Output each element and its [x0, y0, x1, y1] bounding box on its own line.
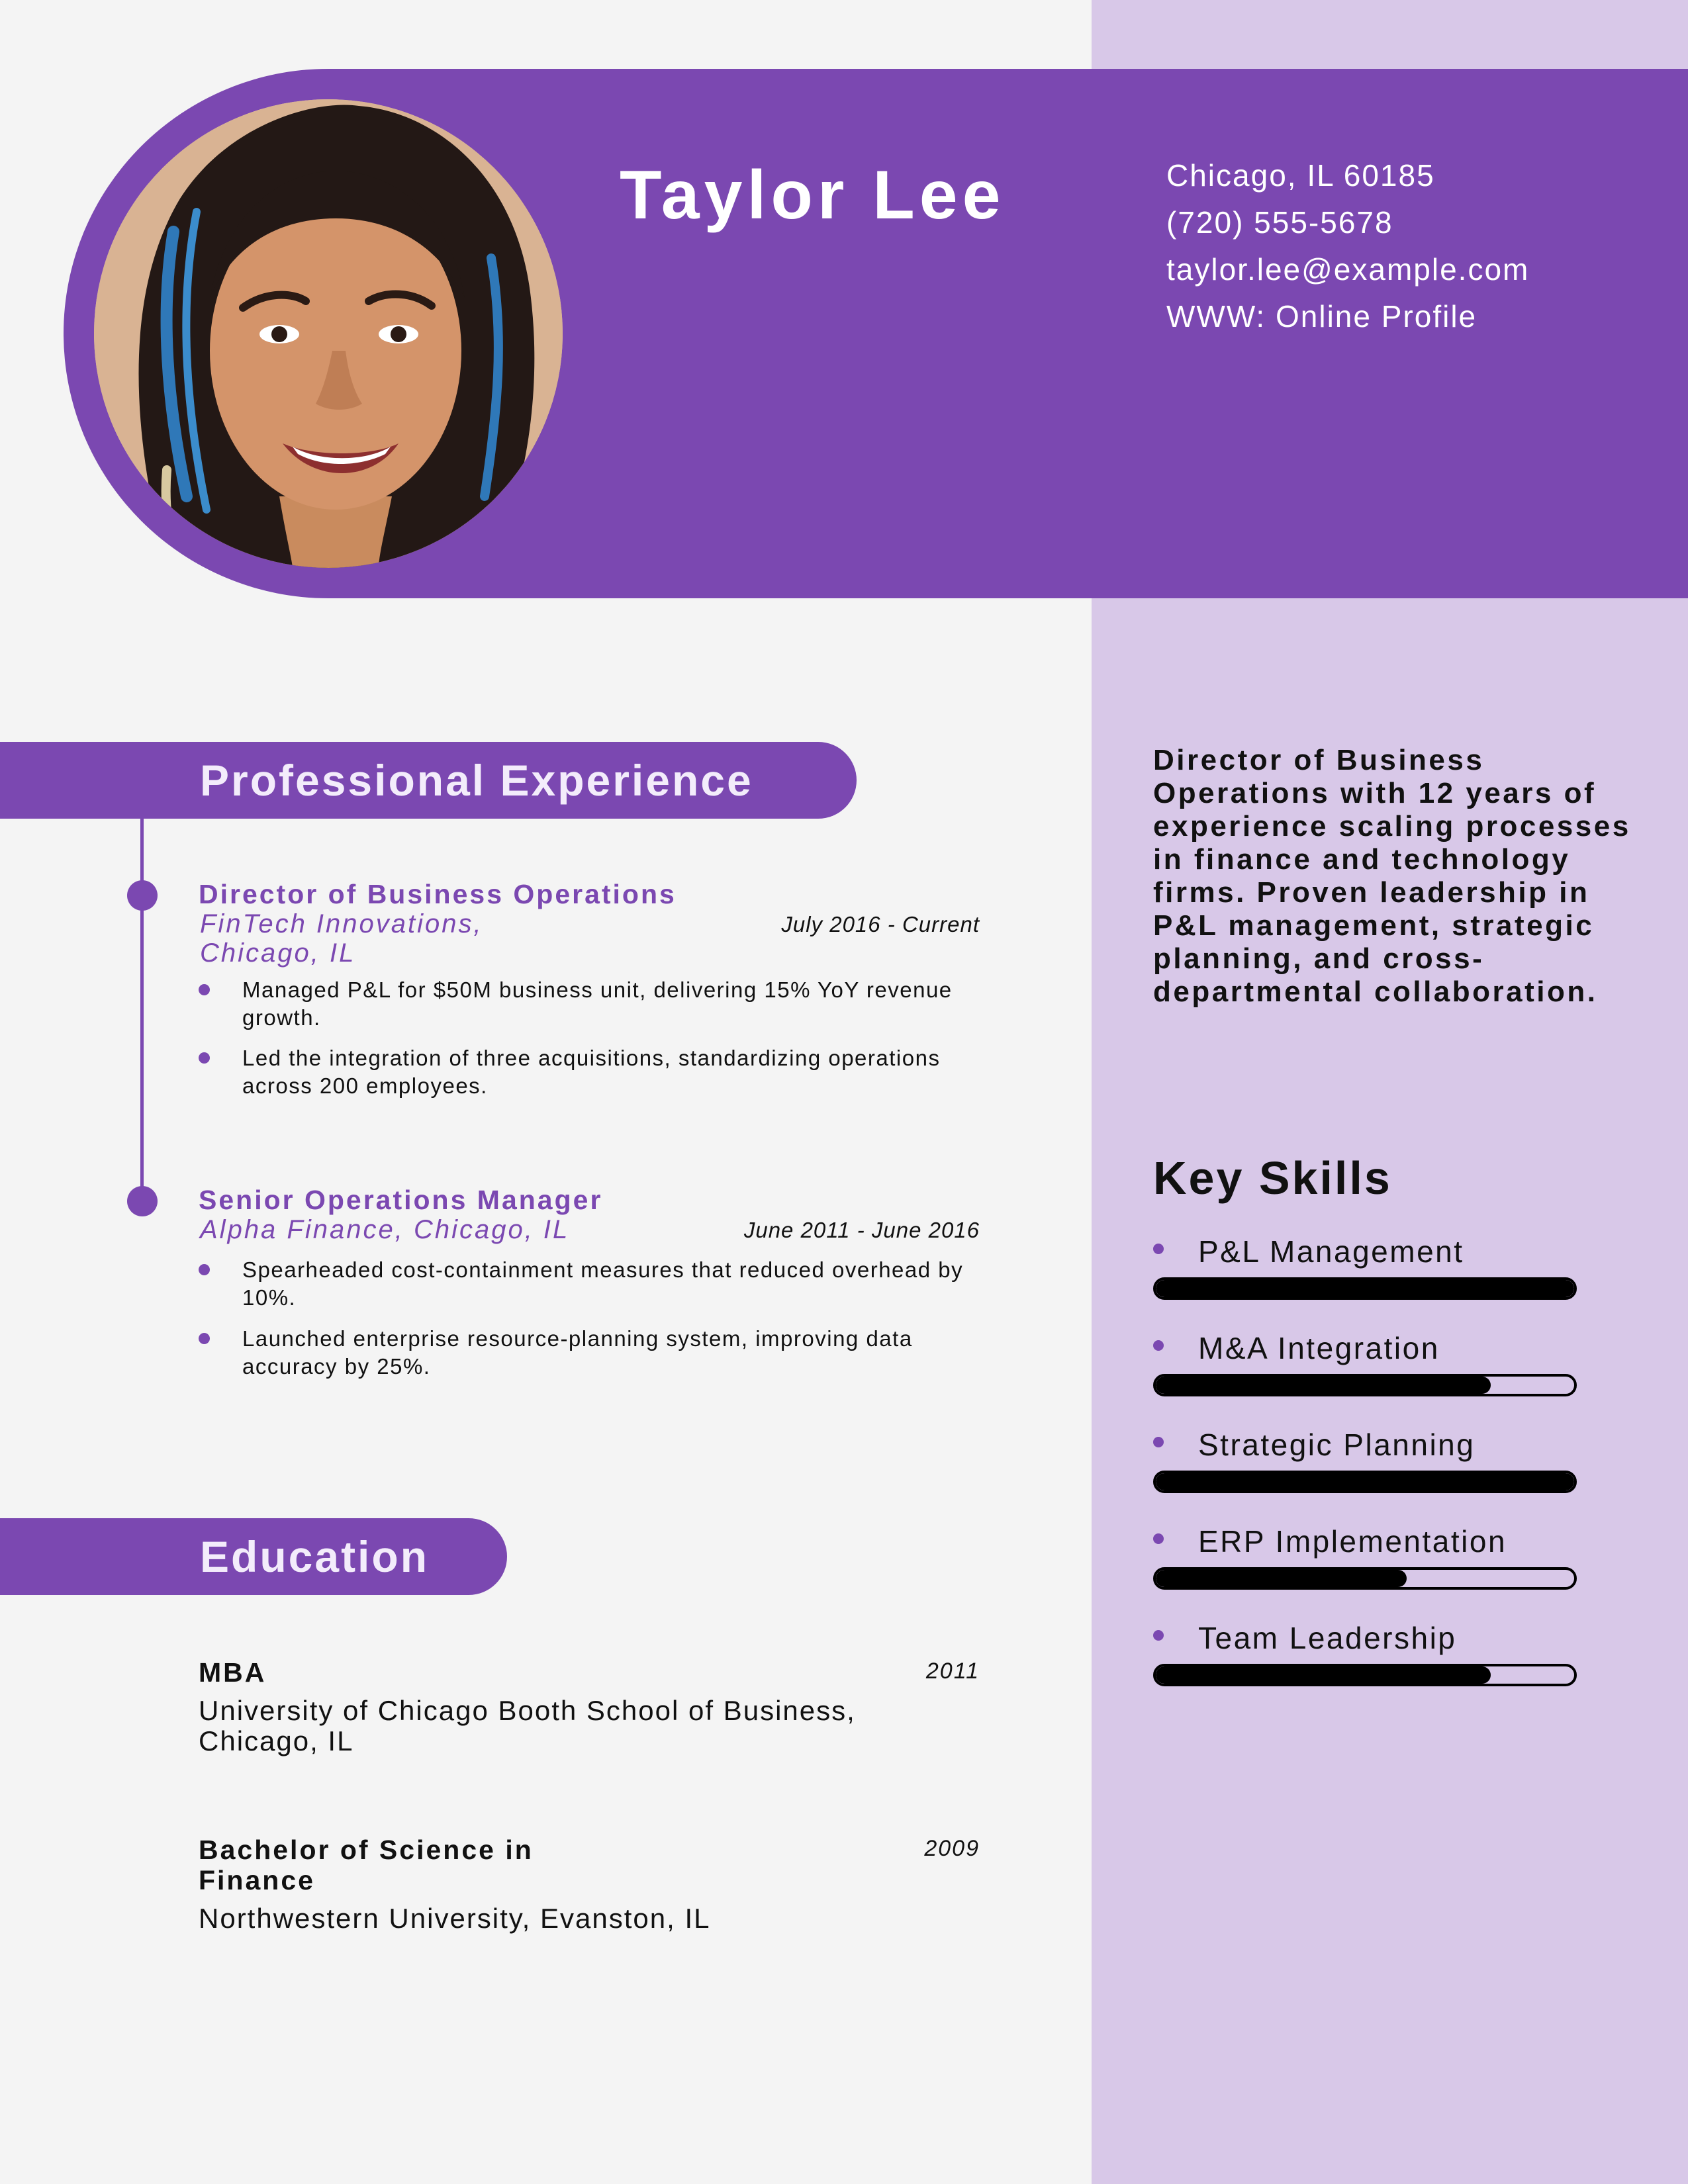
skill-label: Team Leadership	[1198, 1621, 1457, 1655]
professional-summary: Director of Business Operations with 12 years of experience scaling processes in finance and technology firms. Proven leadership in P&L management, strategic planning, and cross-departmental collaboration.	[1153, 744, 1631, 1008]
job-company: Alpha Finance, Chicago, IL	[200, 1215, 570, 1244]
bullet-dot	[199, 984, 210, 995]
skill-bullet-dot	[1153, 1533, 1164, 1544]
edu-year: 2009	[924, 1836, 980, 1861]
skill-bar-fill	[1156, 1666, 1491, 1684]
skill-bar	[1153, 1567, 1577, 1590]
skill-bar-fill	[1156, 1473, 1574, 1490]
job-bullet-text: Spearheaded cost-containment measures that reduced overhead by 10%.	[242, 1257, 964, 1310]
job-bullet-text: Managed P&L for $50M business unit, delivering 15% YoY revenue growth.	[242, 978, 953, 1030]
candidate-name: Taylor Lee	[620, 157, 1006, 234]
experience-heading: Professional Experience	[200, 756, 753, 805]
skill-label: M&A Integration	[1198, 1331, 1440, 1365]
contact-website[interactable]: WWW: Online Profile	[1166, 299, 1477, 334]
skill-bullet-dot	[1153, 1437, 1164, 1447]
job-bullet	[242, 1256, 977, 1312]
skill-bar-fill	[1156, 1280, 1574, 1297]
edu-degree: Bachelor of Science in Finance	[199, 1835, 534, 1895]
skill-bullet-dot	[1153, 1630, 1164, 1641]
edu-school: Northwestern University, Evanston, IL	[199, 1903, 711, 1934]
edu-school: University of Chicago Booth School of Business, Chicago, IL	[199, 1695, 856, 1756]
contact-email[interactable]: taylor.lee@example.com	[1166, 252, 1530, 287]
job-dates: July 2016 - Current	[781, 912, 980, 936]
education-heading: Education	[200, 1532, 430, 1581]
skill-label: P&L Management	[1198, 1234, 1464, 1269]
skill-bar-fill	[1156, 1570, 1407, 1587]
contact-phone: (720) 555-5678	[1166, 205, 1393, 240]
bullet-dot	[199, 1333, 210, 1344]
skill-bar	[1153, 1277, 1577, 1300]
job-dates: June 2011 - June 2016	[743, 1218, 980, 1242]
contact-address: Chicago, IL 60185	[1166, 158, 1435, 193]
contact-block	[1166, 152, 1669, 340]
job-bullet-text: Led the integration of three acquisitions, standardizing operations across 200 employees.	[242, 1046, 941, 1098]
timeline-line	[140, 818, 144, 1202]
job-company: FinTech Innovations, Chicago, IL	[200, 909, 483, 968]
job-bullet-text: Launched enterprise resource-planning system, improving data accuracy by 25%.	[242, 1326, 913, 1379]
job-title: Director of Business Operations	[199, 879, 677, 909]
edu-degree: MBA	[199, 1657, 267, 1688]
skill-bar-fill	[1156, 1377, 1491, 1394]
timeline-dot	[127, 880, 158, 911]
timeline-dot	[127, 1186, 158, 1216]
skill-bar	[1153, 1664, 1577, 1686]
skill-bullet-dot	[1153, 1244, 1164, 1254]
skill-bar	[1153, 1471, 1577, 1493]
profile-photo-illustration	[94, 99, 563, 568]
edu-year: 2011	[925, 1659, 980, 1684]
job-bullet	[242, 1325, 977, 1381]
experience-section-header	[0, 742, 857, 819]
skill-bar	[1153, 1374, 1577, 1396]
skills-heading: Key Skills	[1153, 1152, 1392, 1204]
job-bullet	[242, 1044, 977, 1100]
job-bullet	[242, 976, 977, 1032]
bullet-dot	[199, 1052, 210, 1064]
skill-bullet-dot	[1153, 1340, 1164, 1351]
education-section-header	[0, 1518, 507, 1595]
profile-photo	[94, 99, 563, 568]
skill-label: Strategic Planning	[1198, 1428, 1476, 1462]
skill-label: ERP Implementation	[1198, 1524, 1507, 1559]
job-title: Senior Operations Manager	[199, 1185, 603, 1215]
bullet-dot	[199, 1264, 210, 1275]
